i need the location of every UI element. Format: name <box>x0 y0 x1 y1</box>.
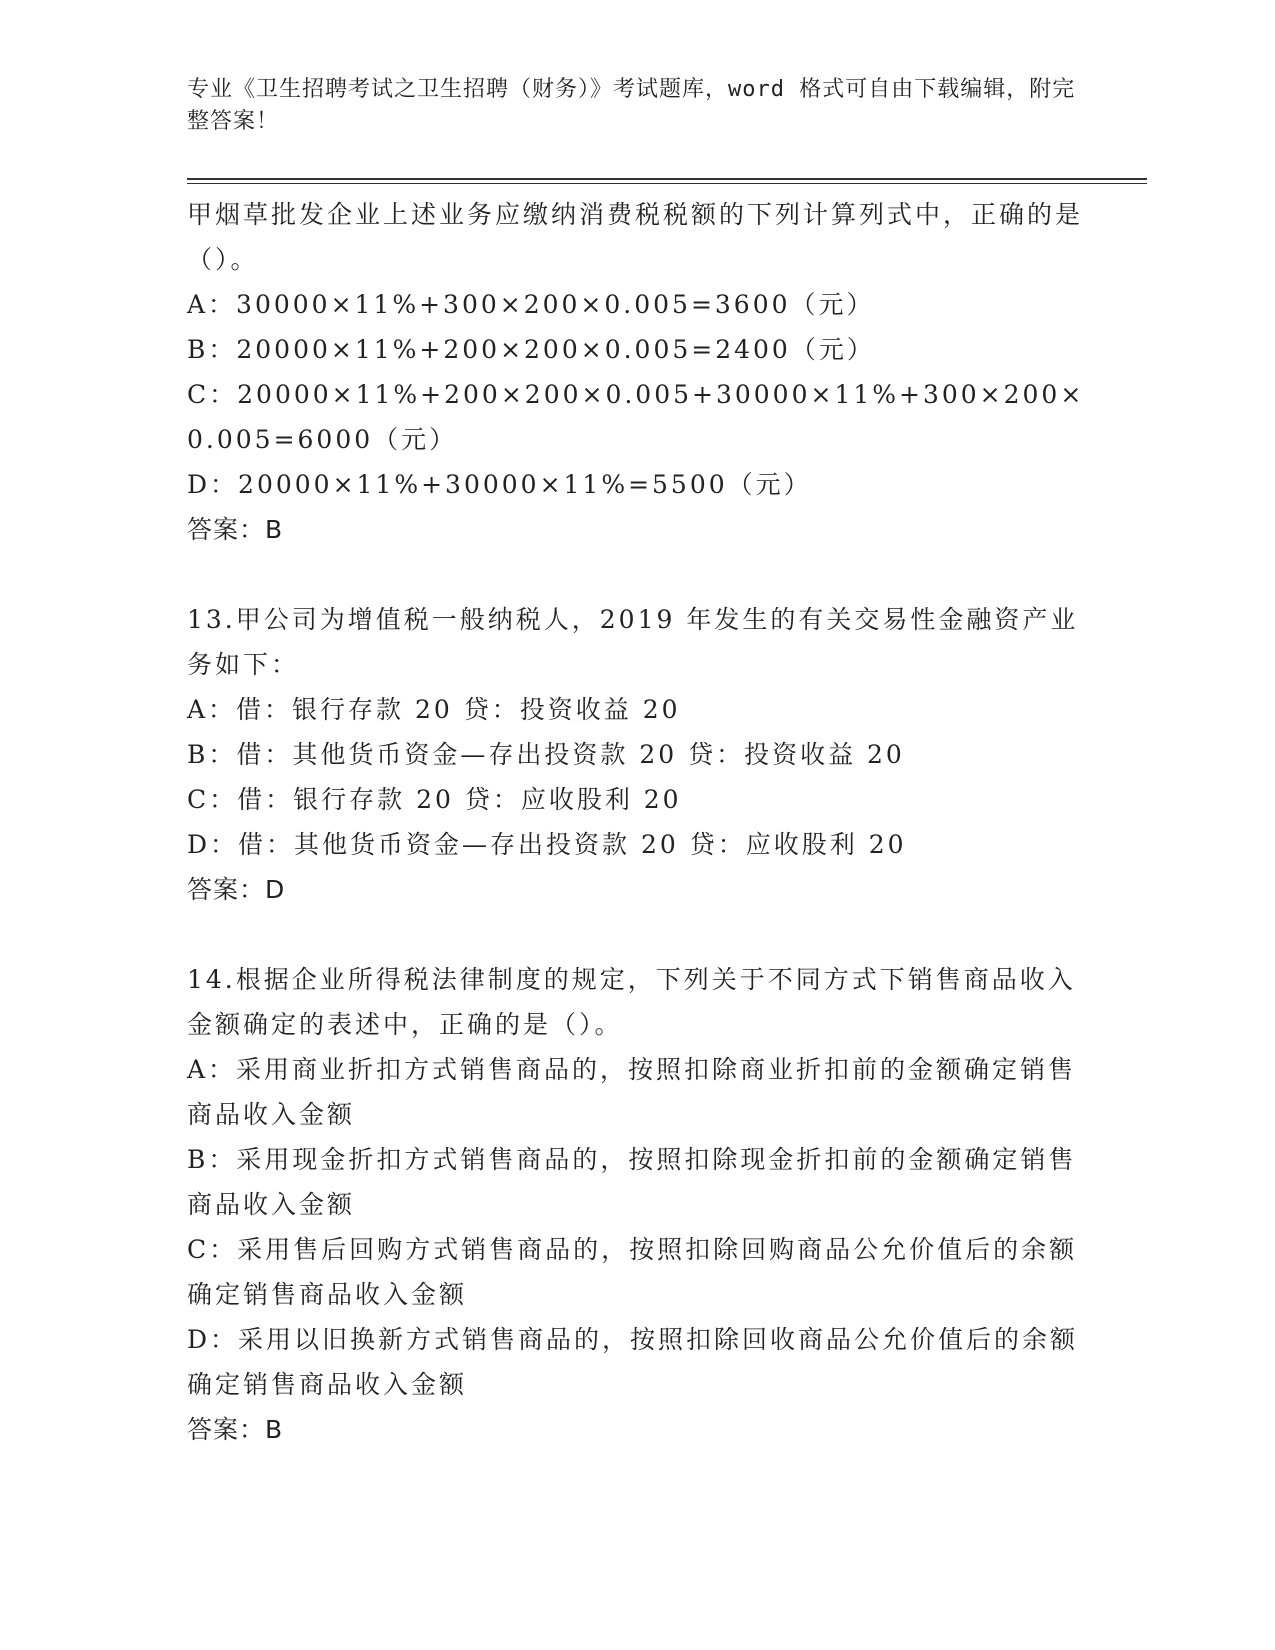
option-c: C：借：银行存款 20 贷：应收股利 20 <box>187 785 682 814</box>
header-divider-thick <box>187 178 1147 180</box>
option-b: B：采用现金折扣方式销售商品的，按照扣除现金折扣前的金额确定销售商品收入金额 <box>187 1145 1077 1219</box>
answer-label: 答案：D <box>187 875 286 904</box>
option-a: A：借：银行存款 20 贷：投资收益 20 <box>187 695 681 724</box>
question-13 <box>187 597 1087 912</box>
option-d: D：采用以旧换新方式销售商品的，按照扣除回收商品公允价值后的余额确定销售商品收入金额 <box>187 1325 1079 1399</box>
option-b: B：20000×11%+200×200×0.005=2400（元） <box>187 335 875 364</box>
question-stem: 14.根据企业所得税法律制度的规定，下列关于不同方式下销售商品收入金额确定的表述中，正确的是（）。 <box>187 965 1076 1039</box>
option-d: D：借：其他货币资金—存出投资款 20 贷：应收股利 20 <box>187 830 907 859</box>
option-a: A：采用商业折扣方式销售商品的，按照扣除商业折扣前的金额确定销售商品收入金额 <box>187 1055 1077 1129</box>
question-stem: 甲烟草批发企业上述业务应缴纳消费税税额的下列计算列式中，正确的是（）。 <box>187 200 1084 274</box>
option-c: C：采用售后回购方式销售商品的，按照扣除回购商品公允价值后的余额确定销售商品收入金额 <box>187 1235 1078 1309</box>
document-body <box>187 192 1087 1452</box>
option-c: C：20000×11%+200×200×0.005+30000×11%+300×200×0.005=6000（元） <box>187 380 1085 454</box>
option-a: A：30000×11%+300×200×0.005=3600（元） <box>187 290 875 319</box>
option-d: D：20000×11%+30000×11%=5500（元） <box>187 470 812 499</box>
document-header: 专业《卫生招聘考试之卫生招聘（财务）》考试题库，word 格式可自由下载编辑，附完整答案！ <box>187 77 1076 134</box>
question-12-continued <box>187 192 1087 552</box>
header-divider-thin <box>187 183 1147 184</box>
answer-label: 答案：B <box>187 515 284 544</box>
option-b: B：借：其他货币资金—存出投资款 20 贷：投资收益 20 <box>187 740 905 769</box>
spacer <box>187 912 1087 957</box>
spacer <box>187 552 1087 597</box>
question-14 <box>187 957 1087 1452</box>
question-stem: 13.甲公司为增值税一般纳税人，2019 年发生的有关交易性金融资产业务如下： <box>187 605 1079 679</box>
answer-label: 答案：B <box>187 1415 284 1444</box>
